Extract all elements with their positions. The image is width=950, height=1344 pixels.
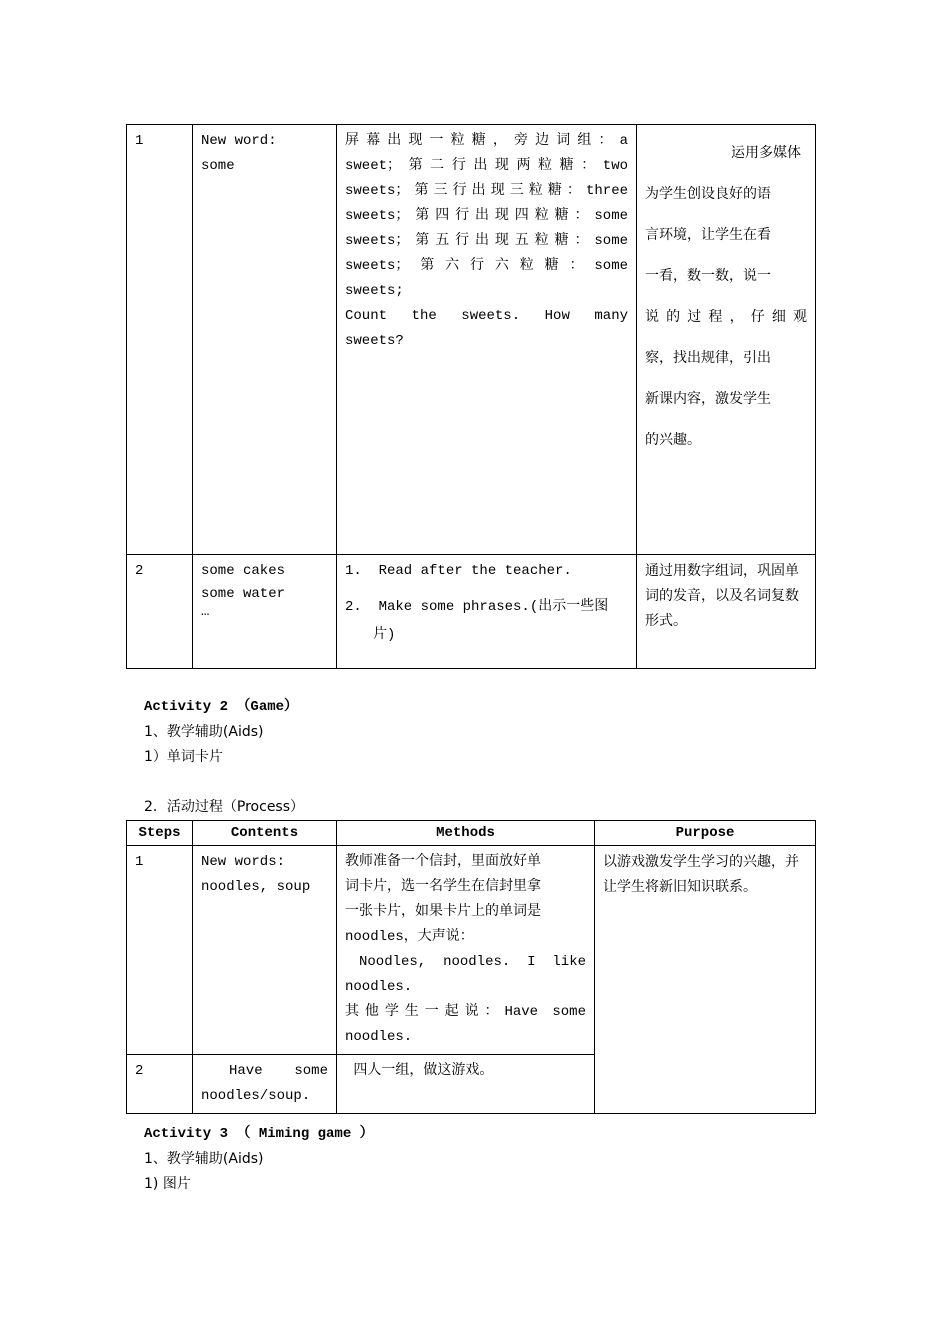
- step-cell: 1: [127, 846, 193, 1055]
- table-header-row: [127, 821, 816, 846]
- process-heading: 2．活动过程（Process）: [144, 799, 305, 815]
- content-line: noodles, soup: [201, 879, 311, 895]
- content-line: New word:: [201, 133, 277, 149]
- content-line: some cakes: [201, 563, 286, 579]
- step-cell: 2: [127, 555, 193, 669]
- method-cell: [337, 125, 637, 555]
- content-cell: [193, 1055, 337, 1114]
- method-line: sweets；第五行出现五粒糖：some: [345, 233, 628, 249]
- header-contents: Contents: [193, 821, 337, 846]
- aids-item: 1）单词卡片: [144, 749, 223, 765]
- content-cell: [193, 555, 337, 669]
- aids-item: 1) 图片: [144, 1176, 191, 1192]
- method-line: noodles.: [345, 1029, 413, 1045]
- activity-2-table: [126, 820, 816, 1114]
- method-cell: [337, 846, 595, 1055]
- method-line: Count the sweets. How many: [345, 308, 628, 324]
- content-line: …: [201, 604, 210, 620]
- method-item: 片): [373, 627, 396, 643]
- aids-heading: 1、教学辅助(Aids): [144, 724, 264, 740]
- content-cell: [193, 846, 337, 1055]
- method-line: sweets；第六行六粒糖：some: [345, 258, 628, 274]
- method-line: noodles.: [345, 979, 413, 995]
- content-line: some water: [201, 586, 286, 602]
- purpose-line: 运用多媒体: [731, 145, 801, 161]
- method-cell: [337, 555, 637, 669]
- header-purpose: Purpose: [595, 821, 816, 846]
- purpose-line: 一看，数一数，说一: [645, 268, 771, 284]
- content-line: Have some: [229, 1063, 328, 1079]
- activity-3-title: Activity 3 （ Miming game ）: [144, 1126, 374, 1142]
- method-line: noodles，大声说：: [345, 929, 474, 945]
- purpose-line: 的兴趣。: [645, 432, 701, 448]
- method-line: sweets；第三行出现三粒糖：three: [345, 183, 628, 199]
- header-steps: Steps: [127, 821, 193, 846]
- method-line: 其他学生一起说：Have some: [345, 1004, 586, 1020]
- method-line: sweets；第四行出现四粒糖：some: [345, 208, 628, 224]
- purpose-line: 说的过程，仔细观: [645, 309, 807, 325]
- step-cell: 1: [127, 125, 193, 555]
- method-line: sweets;: [345, 283, 404, 299]
- method-line: 教师准备一个信封，里面放好单: [345, 854, 541, 870]
- table-row: [127, 846, 816, 1055]
- aids-heading: 1、教学辅助(Aids): [144, 1151, 264, 1167]
- table-row: [127, 125, 816, 555]
- method-item: 2. Make some phrases.(出示一些图: [345, 599, 609, 615]
- method-line: 屏幕出现一粒糖，旁边词组：a: [345, 133, 628, 149]
- method-line: 词卡片，选一名学生在信封里拿: [345, 879, 541, 895]
- method-cell: [337, 1055, 595, 1114]
- header-methods: Methods: [337, 821, 595, 846]
- table-row: [127, 555, 816, 669]
- lesson-table-1: [126, 124, 816, 669]
- content-cell: [193, 125, 337, 555]
- content-line: some: [201, 158, 235, 174]
- method-line: 四人一组，做这游戏。: [345, 1063, 494, 1079]
- purpose-line: 察，找出规律，引出: [645, 350, 771, 366]
- method-line: 一张卡片，如果卡片上的单词是: [345, 904, 541, 920]
- method-line: sweet；第二行出现两粒糖：two: [345, 158, 628, 174]
- method-line: sweets?: [345, 333, 404, 349]
- purpose-cell: 以游戏激发学生学习的兴趣，并让学生将新旧知识联系。: [595, 846, 816, 1114]
- purpose-line: 新课内容，激发学生: [645, 391, 771, 407]
- purpose-cell: 通过用数字组词，巩固单词的发音，以及名词复数形式。: [637, 555, 816, 669]
- content-line: noodles/soup.: [201, 1088, 311, 1104]
- method-line: Noodles, noodles. I like: [359, 954, 586, 970]
- method-item: 1. Read after the teacher.: [345, 563, 572, 579]
- purpose-line: 言环境，让学生在看: [645, 227, 771, 243]
- purpose-line: 为学生创设良好的语: [645, 186, 771, 202]
- purpose-cell: [637, 125, 816, 555]
- activity-2-title: Activity 2 （Game）: [144, 699, 299, 715]
- step-cell: 2: [127, 1055, 193, 1114]
- content-line: New words:: [201, 854, 286, 870]
